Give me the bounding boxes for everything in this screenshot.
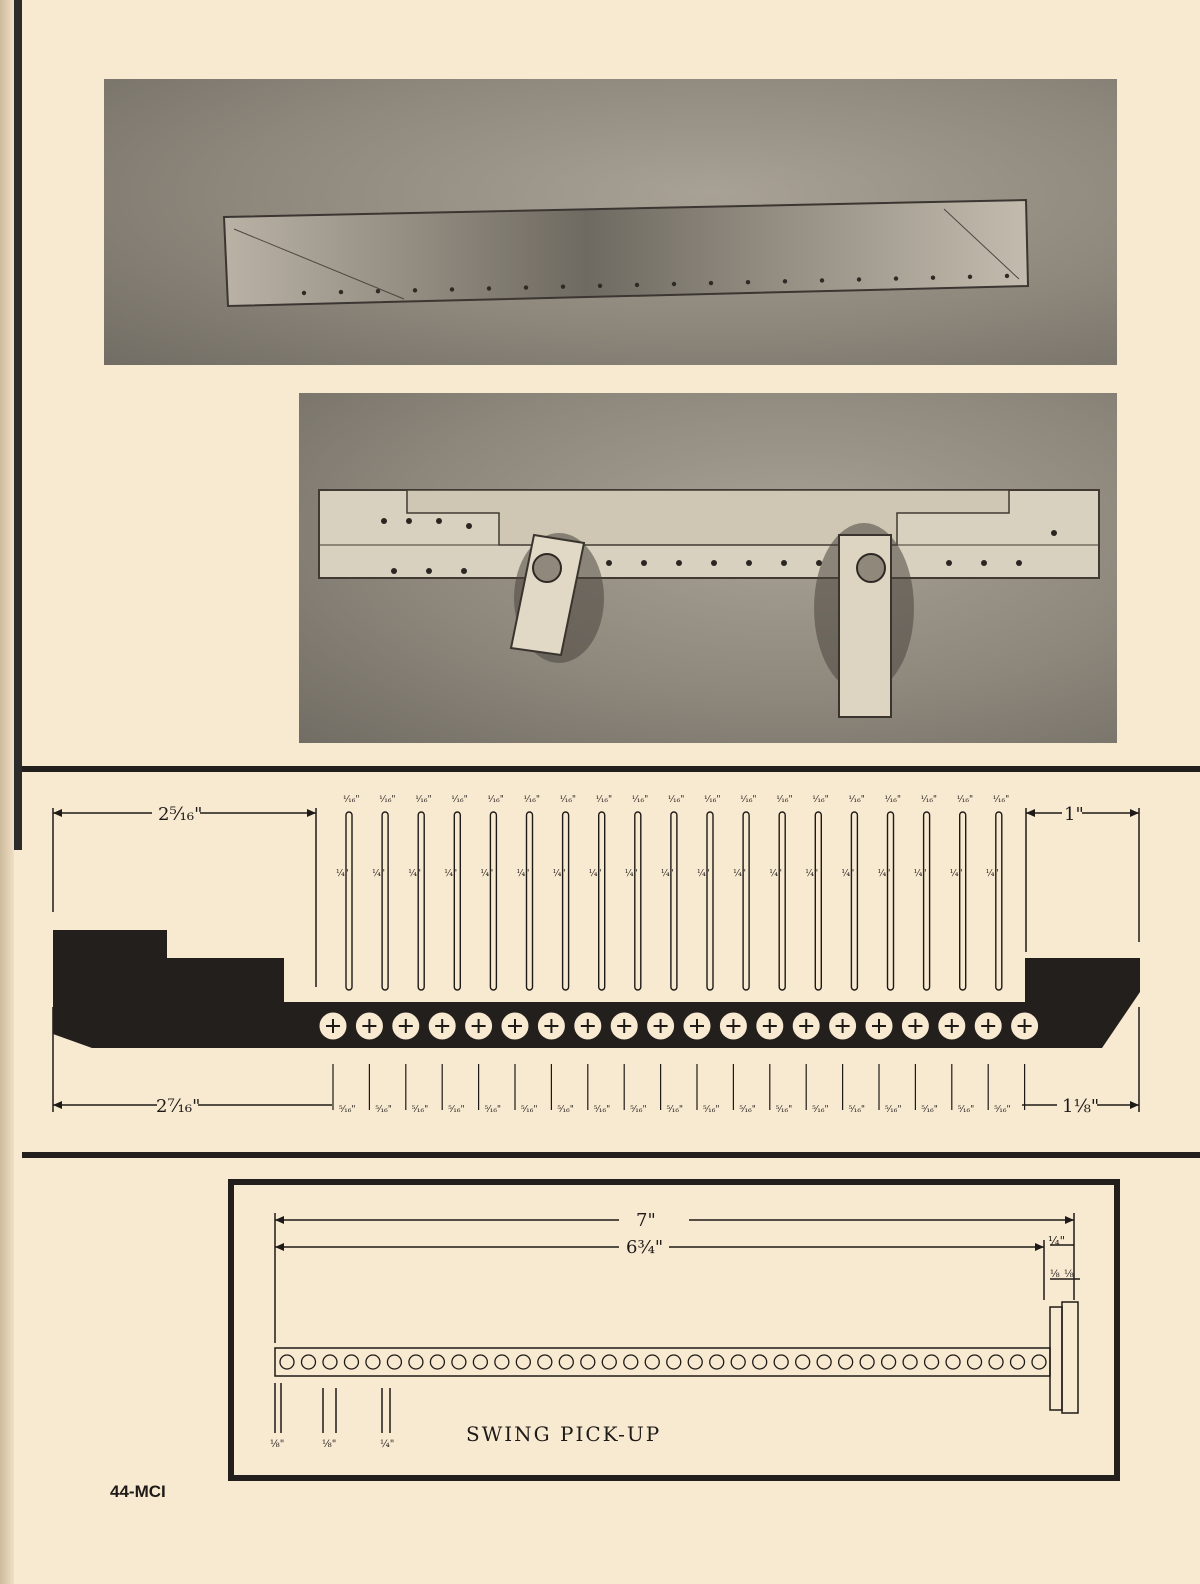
photo-flat-bar <box>104 79 1117 365</box>
pickup-hole <box>925 1355 939 1369</box>
pickup-hole <box>430 1355 444 1369</box>
page-spine-bar <box>14 0 22 850</box>
slot <box>960 812 966 990</box>
hole-spacing-label: ⁵⁄₁₆" <box>339 1105 356 1115</box>
slot-spacing-label: ¼" <box>624 869 638 879</box>
slot-spacing-label: ¼" <box>516 869 530 879</box>
slot <box>779 812 785 990</box>
small-label-1: ⅛" <box>270 1439 285 1450</box>
slot-spacing-label: ¼" <box>841 869 855 879</box>
photo-bar-hole <box>894 276 898 280</box>
pickup-hole <box>667 1355 681 1369</box>
photo-bar-hole <box>968 275 972 279</box>
hole-spacing-label: ⁵⁄₁₆" <box>630 1105 647 1115</box>
pickup-hole <box>989 1355 1003 1369</box>
photo-bar-hole <box>561 285 565 289</box>
pickup-hole <box>796 1355 810 1369</box>
slot-spacing-label: ¼" <box>444 869 458 879</box>
photo-bar-hole <box>339 290 343 294</box>
section-divider-rule <box>22 1152 1200 1158</box>
slot <box>815 812 821 990</box>
slot-spacing-label: ¼" <box>588 869 602 879</box>
photo-bar-hole <box>1005 274 1009 278</box>
hole-spacing-label: ⁵⁄₁₆" <box>812 1105 829 1115</box>
slot-width-label: ¹⁄₁₆" <box>812 795 829 805</box>
swing-pickup-caption: SWING PICK-UP <box>466 1422 662 1446</box>
photo-bar-hole <box>413 288 417 292</box>
pickup-hole <box>903 1355 917 1369</box>
pickup-hole <box>860 1355 874 1369</box>
pickup-hole <box>559 1355 573 1369</box>
slot-width-label: ¹⁄₁₆" <box>704 795 721 805</box>
slot-spacing-label: ¼" <box>336 869 349 879</box>
slot <box>671 812 677 990</box>
photo-bar-hole <box>524 285 528 289</box>
photo-bar-hole <box>302 291 306 295</box>
photo-bar-hole <box>598 284 602 288</box>
hole-spacing-label: ⁵⁄₁₆" <box>994 1105 1011 1115</box>
swing-pickup-frame <box>228 1179 1120 1481</box>
hole-spacing-label: ⁵⁄₁₆" <box>375 1105 392 1115</box>
hole-spacing-label: ⁵⁄₁₆" <box>557 1105 574 1115</box>
pickup-hole <box>731 1355 745 1369</box>
pickup-hole <box>710 1355 724 1369</box>
slot <box>743 812 749 990</box>
hole-spacing-label: ⁵⁄₁₆" <box>848 1105 866 1115</box>
bar-with-two-clamp-blocks-photo-icon <box>299 393 1117 743</box>
slot-width-label: ¹⁄₁₆" <box>956 795 974 805</box>
hole-spacing-label: ⁵⁄₁₆" <box>448 1105 465 1115</box>
slot-spacing-label: ¼" <box>769 869 783 879</box>
slot <box>418 812 424 990</box>
photo-bar-hole <box>931 276 935 280</box>
pickup-hole <box>516 1355 530 1369</box>
pickup-hole <box>624 1355 638 1369</box>
slot-width-label: ¹⁄₁₆" <box>523 795 540 805</box>
slot-width-label: ¹⁄₁₆" <box>884 795 901 805</box>
slot <box>996 812 1002 990</box>
small-label-2: ⅛" <box>322 1439 337 1450</box>
end-split-label-1: ⅛ <box>1050 1269 1060 1280</box>
slot-width-label: ¹⁄₁₆" <box>451 795 468 805</box>
hole-spacing-label: ⁵⁄₁₆" <box>921 1105 938 1115</box>
slot-width-label: ¹⁄₁₆" <box>920 795 938 805</box>
pickup-hole <box>1011 1355 1025 1369</box>
slot <box>707 812 713 990</box>
pickup-hole <box>495 1355 509 1369</box>
swing-pickup-drawing <box>234 1185 1114 1475</box>
slot-spacing-label: ¼" <box>805 869 819 879</box>
slot <box>382 812 388 990</box>
pickup-hole <box>301 1355 315 1369</box>
left-bottom-dimension: 2⁷⁄₁₆" <box>156 1096 201 1117</box>
photo-bar-hole <box>635 283 639 287</box>
small-label-3: ¼" <box>380 1439 395 1450</box>
hole-spacing-label: ⁵⁄₁₆" <box>885 1105 902 1115</box>
slot-spacing-label: ¼" <box>949 869 963 879</box>
photo-bar-hole <box>857 277 861 281</box>
slot <box>454 812 460 990</box>
photo-bar-hole <box>783 279 787 283</box>
pickup-hole <box>387 1355 401 1369</box>
pickup-hole <box>688 1355 702 1369</box>
slot <box>851 812 857 990</box>
hole-spacing-label: ⁵⁄₁₆" <box>411 1105 429 1115</box>
pickup-hole <box>344 1355 358 1369</box>
end-split-label-2: ⅛ <box>1064 1269 1074 1280</box>
slot-width-label: ¹⁄₁₆" <box>415 795 432 805</box>
slot-width-label: ¹⁄₁₆" <box>992 795 1010 805</box>
slot <box>527 812 533 990</box>
slot-width-label: ¹⁄₁₆" <box>379 795 396 805</box>
end-width-label: ¼" <box>1048 1234 1066 1248</box>
pickup-hole <box>473 1355 487 1369</box>
pickup-hole <box>839 1355 853 1369</box>
pickup-hole <box>645 1355 659 1369</box>
pickup-hole <box>753 1355 767 1369</box>
page-spine-edge <box>0 0 14 1584</box>
slotted-bar-drawing <box>22 772 1200 1152</box>
slot <box>635 812 641 990</box>
slot-spacing-label: ¼" <box>985 869 999 879</box>
photo-bar-hole <box>450 287 454 291</box>
slot-width-label: ¹⁄₁₆" <box>667 795 685 805</box>
photo-bar-hole <box>709 281 713 285</box>
pickup-hole <box>280 1355 294 1369</box>
slot <box>563 812 569 990</box>
slot-spacing-label: ¼" <box>372 869 385 879</box>
pickup-hole <box>602 1355 616 1369</box>
bar-length-label: 6¾" <box>626 1237 664 1258</box>
slot-width-label: ¹⁄₁₆" <box>487 795 504 805</box>
hole-spacing-label: ⁵⁄₁₆" <box>593 1105 611 1115</box>
slot-spacing-label: ¼" <box>877 869 891 879</box>
slot-spacing-label: ¼" <box>660 869 674 879</box>
hole-spacing-label: ⁵⁄₁₆" <box>521 1105 538 1115</box>
hole-spacing-label: ⁵⁄₁₆" <box>484 1105 502 1115</box>
slot-spacing-label: ¼" <box>480 869 494 879</box>
hole-spacing-label: ⁵⁄₁₆" <box>703 1105 720 1115</box>
photo-bar-hole <box>672 282 676 286</box>
pickup-hole <box>581 1355 595 1369</box>
hole-spacing-label: ⁵⁄₁₆" <box>775 1105 793 1115</box>
overall-length-label: 7" <box>636 1210 656 1231</box>
slot-width-label: ¹⁄₁₆" <box>343 795 360 805</box>
photo-bar-hole <box>487 286 491 290</box>
pickup-hole <box>366 1355 380 1369</box>
slot-spacing-label: ¼" <box>913 869 927 879</box>
pickup-hole <box>817 1355 831 1369</box>
slot-width-label: ¹⁄₁₆" <box>631 795 649 805</box>
pickup-hole <box>452 1355 466 1369</box>
right-bottom-dimension: 1⅛" <box>1062 1096 1100 1117</box>
slot-spacing-label: ¼" <box>733 869 746 879</box>
slot-width-label: ¹⁄₁₆" <box>559 795 577 805</box>
pickup-hole <box>323 1355 337 1369</box>
photo-bar-with-clamps <box>299 393 1117 743</box>
photo-bar-hole <box>746 280 750 284</box>
slot-width-label: ¹⁄₁₆" <box>776 795 793 805</box>
slot-width-label: ¹⁄₁₆" <box>595 795 613 805</box>
slot-spacing-label: ¼" <box>408 869 422 879</box>
slot-width-label: ¹⁄₁₆" <box>848 795 865 805</box>
pickup-hole <box>946 1355 960 1369</box>
pickup-hole <box>409 1355 423 1369</box>
pickup-hole <box>774 1355 788 1369</box>
hole-spacing-label: ⁵⁄₁₆" <box>666 1105 684 1115</box>
pickup-hole <box>538 1355 552 1369</box>
page-number: 44-MCI <box>110 1482 166 1501</box>
pickup-hole <box>882 1355 896 1369</box>
slot <box>346 812 352 990</box>
slot <box>490 812 496 990</box>
slot <box>888 812 894 990</box>
hole-spacing-label: ⁵⁄₁₆" <box>957 1105 975 1115</box>
slot-spacing-label: ¼" <box>697 869 710 879</box>
left-top-dimension: 2⁵⁄₁₆" <box>158 804 203 825</box>
pickup-hole <box>968 1355 982 1369</box>
slot-width-label: ¹⁄₁₆" <box>740 795 757 805</box>
hole-spacing-label: ⁵⁄₁₆" <box>739 1105 756 1115</box>
slot <box>599 812 605 990</box>
photo-bar-hole <box>820 278 824 282</box>
slot-spacing-label: ¼" <box>552 869 566 879</box>
flat-metal-bar-photo-icon <box>104 79 1117 365</box>
pickup-hole <box>1032 1355 1046 1369</box>
photo-bar-hole <box>376 289 380 293</box>
slot <box>924 812 930 990</box>
right-top-dimension: 1" <box>1064 804 1084 825</box>
